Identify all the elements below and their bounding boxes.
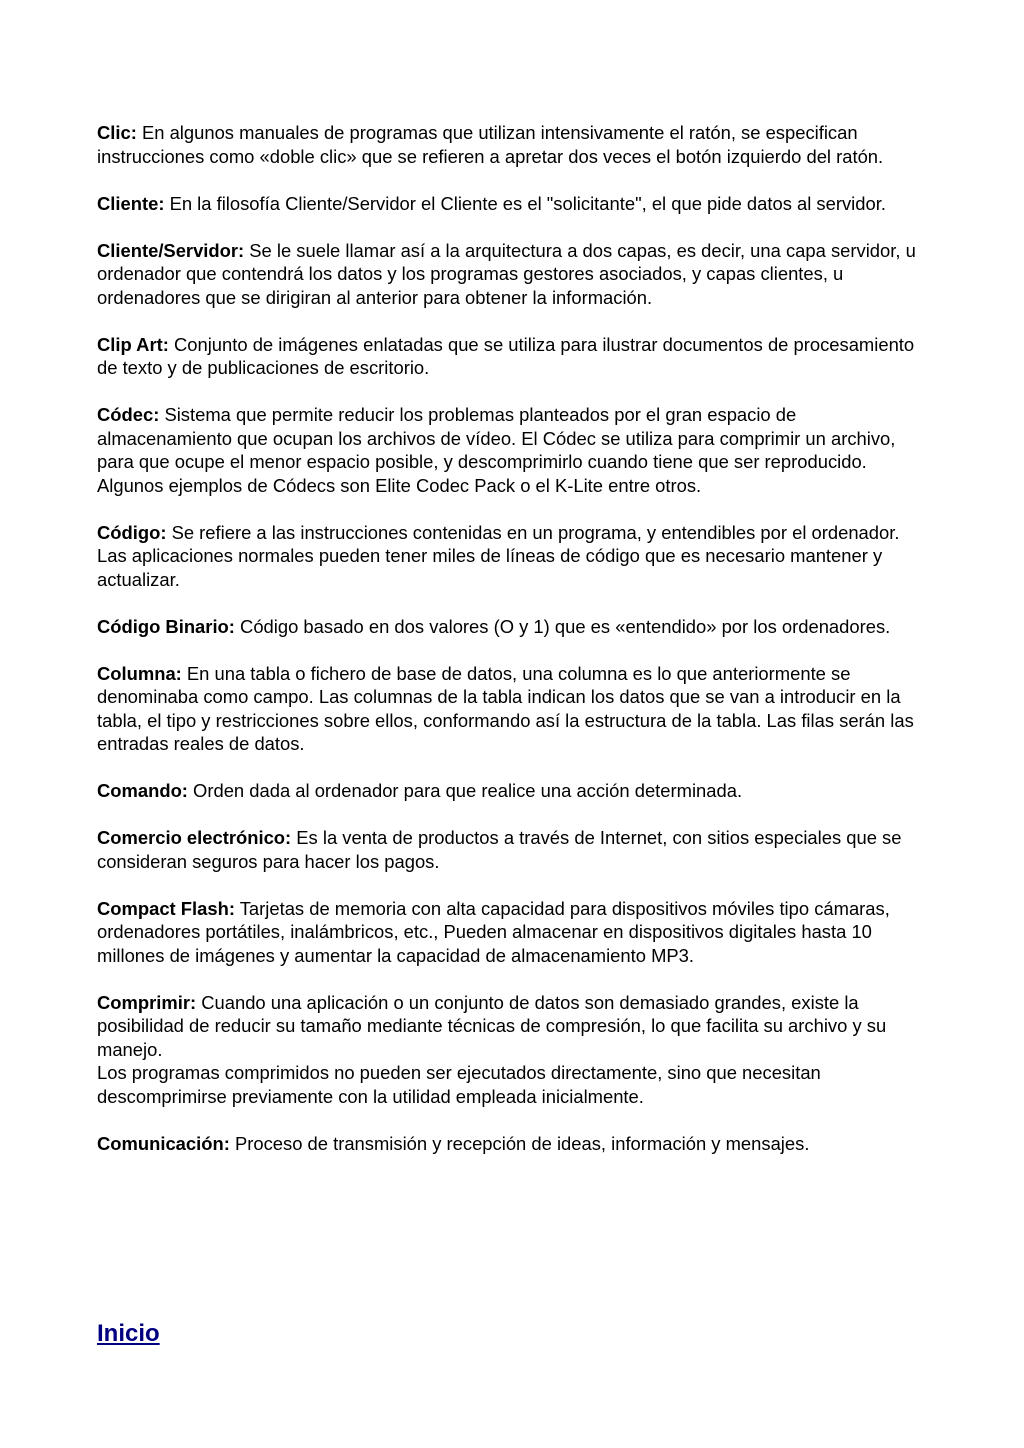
glossary-entry-clip-art [97,333,927,380]
glossary-entry-cliente [97,192,927,216]
glossary-term: Comprimir: [97,991,197,1013]
glossary-definition: Cuando una aplicación o un conjunto de datos son demasiado grandes, existe la posibilidad de reducir su tamaño mediante técnicas de compresión, lo que facilita su archivo y su manejo. [97,991,887,1060]
glossary-entry-comercio-electronico [97,826,927,873]
glossary-term: Cliente/Servidor: [97,239,245,261]
glossary-page [97,121,927,1179]
glossary-entry-codec [97,403,927,497]
glossary-definition: En una tabla o fichero de base de datos, una columna es lo que anteriormente se denominaba como campo. Las columnas de la tabla indican los datos que se van a introducir en la tabla, el tipo y restricciones sobre ellos, conformando así la estructura de la tabla. Las filas serán las entradas reales de datos. [97,662,914,754]
glossary-term: Comando: [97,780,188,801]
glossary-term: Comunicación: [97,1132,230,1154]
glossary-term: Compact Flash: [97,897,235,919]
glossary-entry-cliente-servidor [97,239,927,310]
glossary-term: Clip Art: [97,333,169,355]
glossary-definition: En algunos manuales de programas que utilizan intensivamente el ratón, se especifican instrucciones como «doble clic» que se refieren a apretar dos veces el botón izquierdo del ratón. [97,122,884,167]
glossary-definition: Conjunto de imágenes enlatadas que se utiliza para ilustrar documentos de procesamiento de texto y de publicaciones de escritorio. [97,333,915,378]
glossary-definition: En la filosofía Cliente/Servidor el Cliente es el "solicitante", el que pide datos al servidor. [164,192,886,214]
glossary-definition: Es la venta de productos a través de Internet, con sitios especiales que se consideran seguros para hacer los pagos. [97,827,902,872]
glossary-entry-comando [97,779,927,803]
glossary-definition: Código basado en dos valores (O y 1) que es «entendido» por los ordenadores. [234,615,891,637]
glossary-entry-compact-flash [97,897,927,968]
glossary-definition-extra: Los programas comprimidos no pueden ser ejecutados directamente, sino que necesitan descomprimirse previamente con la utilidad empleada inicialmente. [97,1062,821,1107]
glossary-term: Código Binario: [97,615,235,637]
glossary-entry-codigo [97,521,927,592]
glossary-definition: Tarjetas de memoria con alta capacidad para dispositivos móviles tipo cámaras, ordenadores portátiles, inalámbricos, etc., Pueden almacenar en dispositivos digitales hasta 10 millones de imágenes y aumentar la capacidad de almacenamiento MP3. [97,897,890,966]
glossary-definition: Sistema que permite reducir los problemas planteados por el gran espacio de almacenamiento que ocupan los archivos de vídeo. El Códec se utiliza para comprimir un archivo, para que ocupe el menor espacio posible, y descomprimirlo cuando tiene que ser reproducido. Algunos ejemplos de Códecs son Elite Codec Pack o el K-Lite entre otros. [97,404,896,496]
glossary-definition: Proceso de transmisión y recepción de ideas, información y mensajes. [229,1132,810,1154]
glossary-term: Código: [97,521,167,543]
glossary-entry-columna [97,662,927,756]
glossary-definition: Se refiere a las instrucciones contenidas en un programa, y entendibles por el ordenador. Las aplicaciones normales pueden tener miles de líneas de código que es necesario mantener y actualizar. [97,521,900,590]
home-link[interactable]: Inicio [97,1320,160,1347]
glossary-definition: Orden dada al ordenador para que realice una acción determinada. [187,780,743,801]
glossary-entry-comunicacion [97,1132,927,1156]
glossary-definition: Se le suele llamar así a la arquitectura a dos capas, es decir, una capa servidor, u ordenador que contendrá los datos y los programas gestores asociados, y capas clientes, u ordenadores que se dirigiran al anterior para obtener la información. [97,239,916,308]
glossary-term: Columna: [97,662,182,684]
glossary-entry-comprimir [97,991,927,1109]
glossary-term: Códec: [97,404,160,425]
glossary-term: Comercio electrónico: [97,827,292,848]
glossary-entry-clic [97,121,927,168]
glossary-term: Clic: [97,122,137,143]
glossary-term: Cliente: [97,192,165,214]
glossary-entry-codigo-binario [97,615,927,639]
